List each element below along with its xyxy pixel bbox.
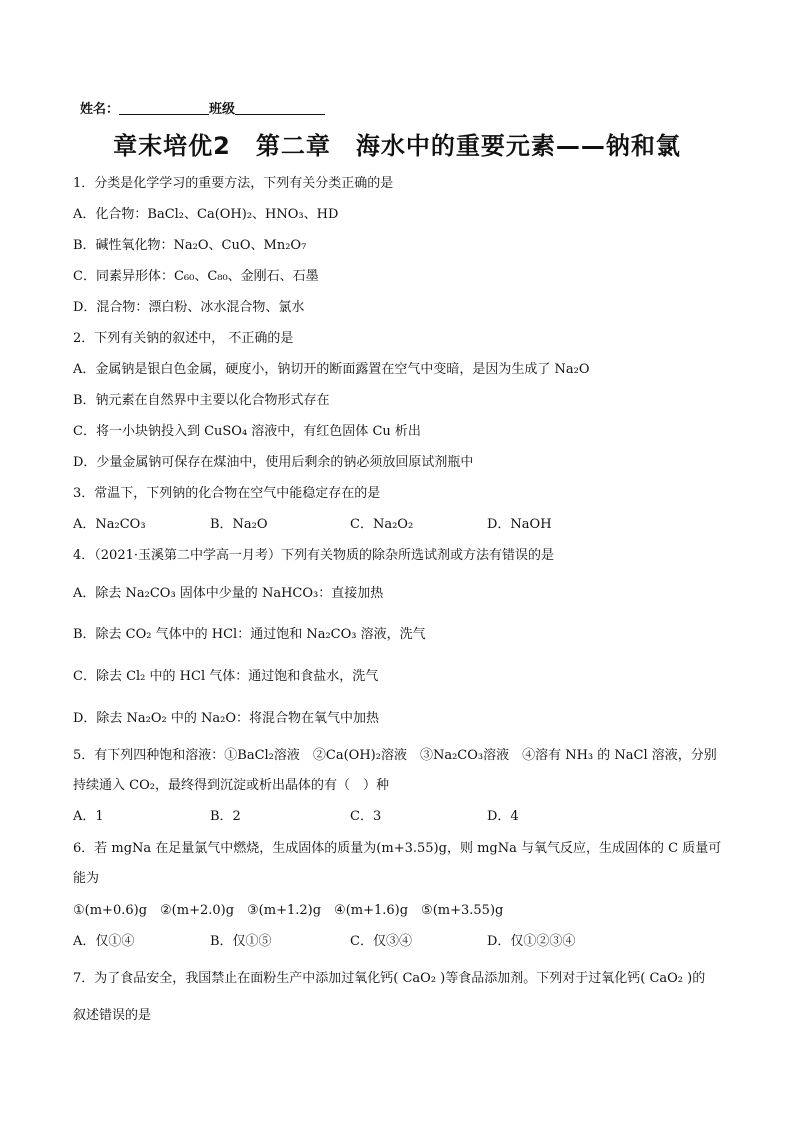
question-6-line-1: 6．若 mgNa 在足量氯气中燃烧，生成固体的质量为(m+3.55)g，则 mgNa 与氧气反应，生成固体的 C 质量可 <box>73 841 722 856</box>
question-5-option-a: A．1 <box>73 809 104 824</box>
question-5-option-c: C．3 <box>350 809 382 824</box>
question-2: 2．下列有关钠的叙述中， 不正确的是 <box>73 331 294 346</box>
question-1-option-c: C．同素异形体：C₆₀、C₈₀、金刚石、石墨 <box>73 269 319 284</box>
student-info-header <box>80 101 325 119</box>
question-3-option-d: D．NaOH <box>487 517 552 532</box>
name-label: 姓名： <box>80 102 120 117</box>
question-6-option-b: B．仅①⑤ <box>210 934 272 949</box>
question-4-option-d: D．除去 Na₂O₂ 中的 Na₂O：将混合物在氧气中加热 <box>73 711 380 726</box>
question-3: 3．常温下，下列钠的化合物在空气中能稳定存在的是 <box>73 486 381 501</box>
question-1-option-b: B．碱性氧化物：Na₂O、CuO、Mn₂O₇ <box>73 238 307 253</box>
question-3-option-a: A．Na₂CO₃ <box>73 517 146 532</box>
question-6-choices: ①(m+0.6)g ②(m+2.0)g ③(m+1.2)g ④(m+1.6)g ⑤(m+3.55)g <box>73 903 504 918</box>
class-blank[interactable] <box>235 102 325 115</box>
question-7-line-2: 叙述错误的是 <box>73 1008 152 1023</box>
question-6-options <box>73 933 575 951</box>
question-2-option-d: D．少量金属钠可保存在煤油中，使用后剩余的钠必须放回原试剂瓶中 <box>73 455 474 470</box>
question-3-option-c: C．Na₂O₂ <box>350 517 414 532</box>
question-3-option-b: B．Na₂O <box>210 517 268 532</box>
question-4-option-c: C．除去 Cl₂ 中的 HCl 气体：通过饱和食盐水，洗气 <box>73 669 379 684</box>
question-5-line-2: 持续通入 CO₂，最终得到沉淀或析出晶体的有（ ）种 <box>73 778 389 793</box>
question-1-option-d: D．混合物：漂白粉、冰水混合物、氯水 <box>73 300 305 315</box>
question-6-option-d: D．仅①②③④ <box>487 934 576 949</box>
question-6-option-a: A．仅①④ <box>73 934 135 949</box>
question-5-option-d: D．4 <box>487 809 519 824</box>
question-6-option-c: C．仅③④ <box>350 934 412 949</box>
question-5-option-b: B．2 <box>210 809 241 824</box>
page-title: 章末培优2 第二章 海水中的重要元素——钠和氯 <box>113 132 681 160</box>
question-5-options <box>73 808 519 826</box>
class-label: 班级 <box>209 102 236 117</box>
question-1: 1．分类是化学学习的重要方法，下列有关分类正确的是 <box>73 176 394 191</box>
question-5-line-1: 5．有下列四种饱和溶液：①BaCl₂溶液 ②Ca(OH)₂溶液 ③Na₂CO₃溶液 ④溶有 NH₃ 的 NaCl 溶液，分别 <box>73 748 717 763</box>
question-4: 4．（2021·玉溪第二中学高一月考）下列有关物质的除杂所选试剂或方法有错误的是 <box>73 548 554 563</box>
question-4-option-b: B．除去 CO₂ 气体中的 HCl：通过饱和 Na₂CO₃ 溶液，洗气 <box>73 627 426 642</box>
question-1-option-a: A．化合物：BaCl₂、Ca(OH)₂、HNO₃、HD <box>73 207 339 222</box>
question-7-line-1: 7．为了食品安全，我国禁止在面粉生产中添加过氧化钙( CaO₂ )等食品添加剂。下列对于过氧化钙( CaO₂ )的 <box>73 971 706 986</box>
question-6-line-2: 能为 <box>73 871 100 886</box>
question-2-option-a: A．金属钠是银白色金属，硬度小，钠切开的断面露置在空气中变暗，是因为生成了 Na₂O <box>73 362 590 377</box>
name-blank[interactable] <box>119 102 209 115</box>
question-3-options <box>73 516 552 534</box>
question-2-option-c: C．将一小块钠投入到 CuSO₄ 溶液中，有红色固体 Cu 析出 <box>73 424 421 439</box>
question-2-option-b: B．钠元素在自然界中主要以化合物形式存在 <box>73 393 330 408</box>
question-4-option-a: A．除去 Na₂CO₃ 固体中少量的 NaHCO₃：直接加热 <box>73 586 384 601</box>
